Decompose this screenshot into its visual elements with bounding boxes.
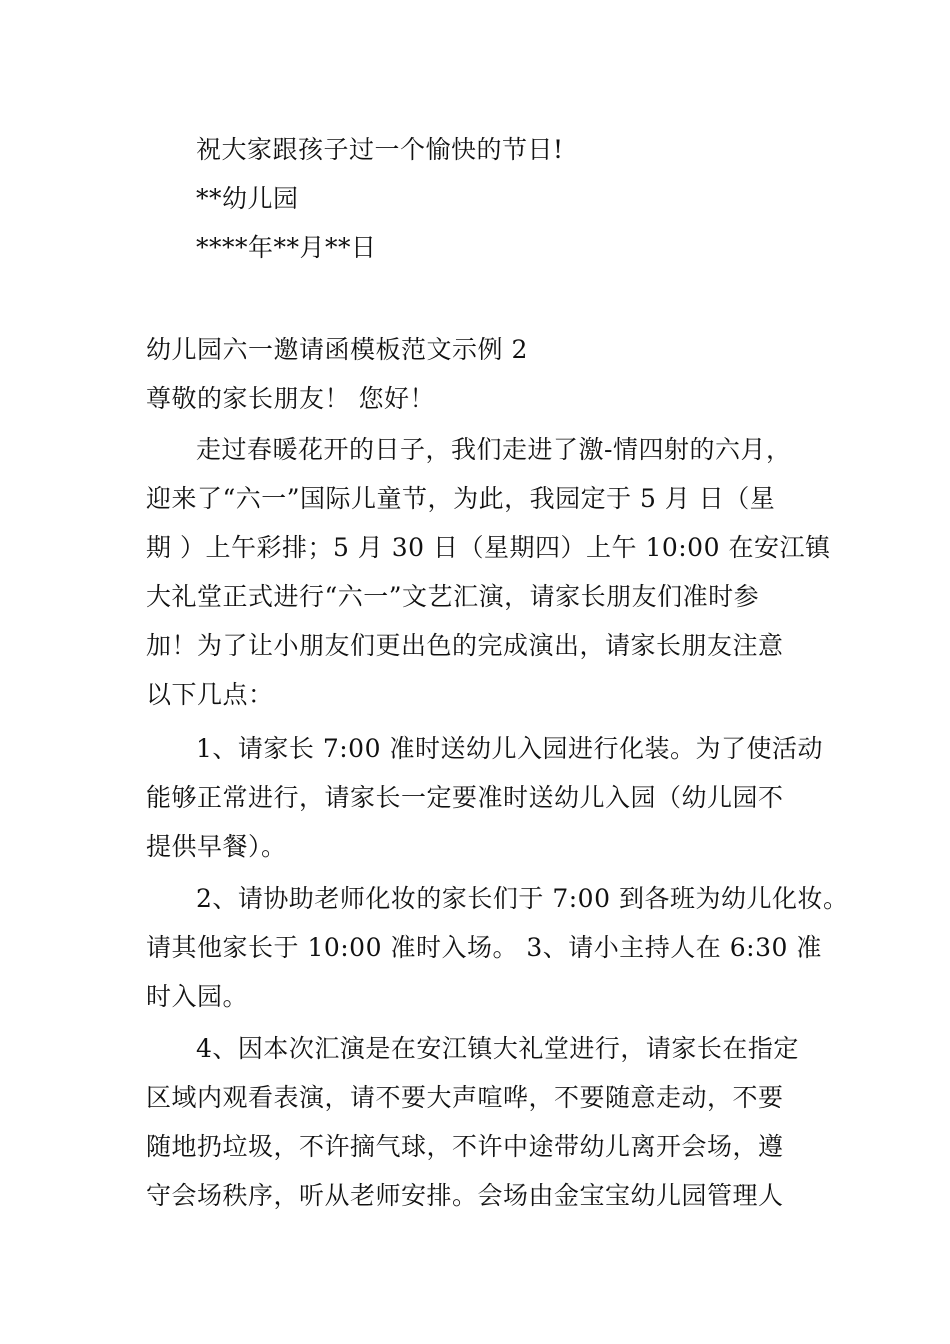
body-line: 请其他家长于 10:00 准时入场。 3、请小主持人在 6:30 准 — [146, 933, 822, 962]
closing-date: ****年**月**日 — [196, 233, 377, 262]
list-item-4: 4、因本次汇演是在安江镇大礼堂进行，请家长在指定 — [196, 1034, 799, 1063]
body-line: 区域内观看表演，请不要大声喧哗，不要随意走动，不要 — [146, 1083, 784, 1112]
document-title: 幼儿园六一邀请函模板范文示例 2 — [146, 335, 528, 364]
body-line: 随地扔垃圾，不许摘气球，不许中途带幼儿离开会场，遵 — [146, 1132, 784, 1161]
body-line: 迎来了“六一”国际儿童节，为此，我园定于 5 月 日（星 — [146, 484, 776, 513]
body-line: 期 ）上午彩排；5 月 30 日（星期四）上午 10:00 在安江镇 — [146, 533, 831, 562]
closing-wish: 祝大家跟孩子过一个愉快的节日! — [196, 135, 564, 164]
body-line: 走过春暖花开的日子，我们走进了激-情四射的六月， — [196, 435, 792, 464]
body-line: 以下几点： — [146, 680, 274, 709]
list-item-1: 1、请家长 7:00 准时送幼儿入园进行化装。为了使活动 — [196, 734, 823, 763]
body-line: 加！为了让小朋友们更出色的完成演出，请家长朋友注意 — [146, 631, 784, 660]
body-line: 大礼堂正式进行“六一”文艺汇演，请家长朋友们准时参 — [146, 582, 760, 611]
body-line: 守会场秩序，听从老师安排。会场由金宝宝幼儿园管理人 — [146, 1181, 784, 1210]
closing-org: **幼儿园 — [196, 184, 299, 213]
body-line: 时入园。 — [146, 982, 249, 1011]
body-line: 提供早餐）。 — [146, 832, 287, 861]
salutation: 尊敬的家长朋友！ 您好！ — [146, 384, 435, 413]
list-item-2: 2、请协助老师化妆的家长们于 7:00 到各班为幼儿化妆。 — [196, 884, 849, 913]
body-line: 能够正常进行，请家长一定要准时送幼儿入园（幼儿园不 — [146, 783, 784, 812]
